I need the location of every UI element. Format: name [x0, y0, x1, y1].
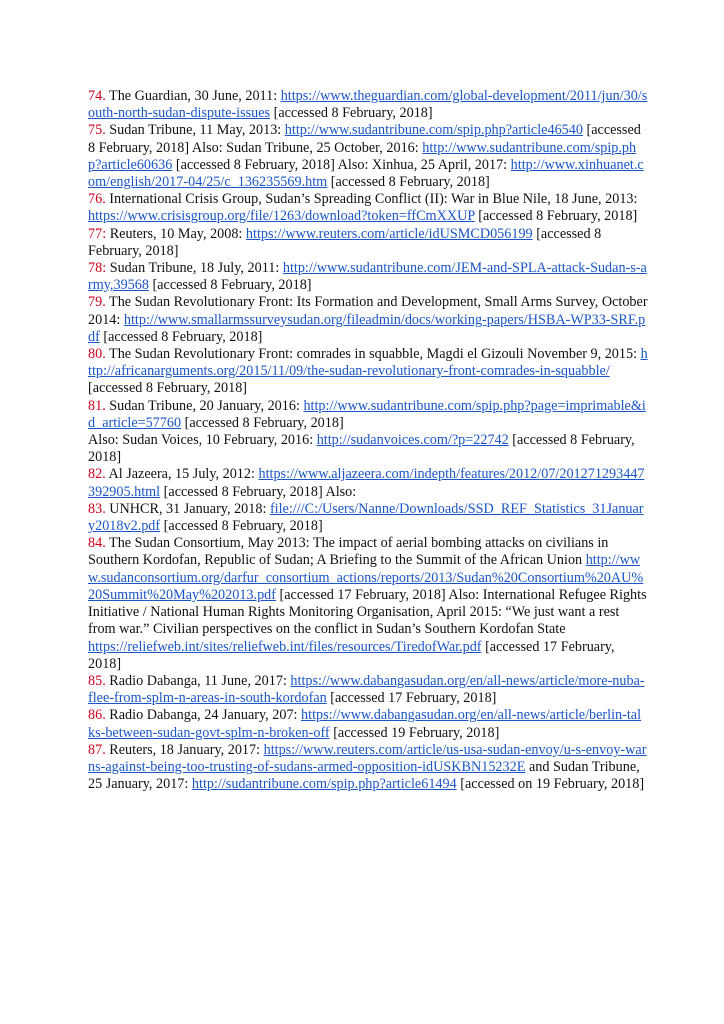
- endnote-number: 80.: [88, 346, 106, 363]
- endnote-84: [88, 535, 648, 673]
- reference-link[interactable]: https://www.dabangasudan.org/en/all-news/article/more-nuba-flee-from-splm-n-areas-in-south-kordofan: [88, 672, 645, 707]
- endnote-text: The Sudan Consortium, May 2013: The impact of aerial bombing attacks on civilians in Southern Kordofan, Republic of Sudan; A Briefing to the Summit of the African Union: [88, 535, 609, 569]
- reference-link[interactable]: https://www.dabangasudan.org/en/all-news/article/berlin-talks-between-sudan-govt-splm-n-broken-off: [88, 707, 642, 741]
- reference-link[interactable]: http://www.smallarmssurveysudan.org/fileadmin/docs/working-papers/HSBA-WP33-SRF.pdf: [88, 311, 646, 345]
- endnote-86: [88, 707, 648, 741]
- endnote-78: [88, 260, 648, 294]
- reference-link[interactable]: http://www.sudantribune.com/JEM-and-SPLA-attack-Sudan-s-army,39568: [88, 260, 647, 294]
- endnote-text: Sudan Tribune, 20 January, 2016:: [105, 397, 304, 414]
- endnote-number: 79.: [88, 294, 106, 311]
- endnote-75: [88, 122, 648, 191]
- endnote-82: [88, 466, 648, 500]
- endnote-text: Reuters, 10 May, 2008:: [106, 225, 246, 242]
- endnote-number: 87.: [88, 741, 106, 758]
- endnote-text: Sudan Tribune, 11 May, 2013:: [105, 122, 285, 139]
- reference-link[interactable]: http://africanarguments.org/2015/11/09/the-sudan-revolutionary-front-comrades-in-squabble/: [88, 346, 648, 380]
- endnote-text: [accessed 8 February, 2018]: [327, 174, 490, 191]
- reference-link[interactable]: https://www.crisisgroup.org/file/1263/download?token=ffCmXXUP: [88, 208, 475, 225]
- endnote-text: Reuters, 18 January, 2017:: [105, 741, 264, 758]
- endnote-text: [accessed 8 February, 2018]: [148, 277, 312, 294]
- endnote-text: [accessed 17 February, 2018] Also: International Refugee Rights Initiative / National Human Rights Monitoring Organisation, April 2015: “We just want a rest from war.” Civilian perspectives on the conflict in Sudan’s Southern Kordofan State: [88, 586, 647, 638]
- endnote-83: [88, 501, 648, 535]
- endnote-text: Al Jazeera, 15 July, 2012:: [105, 466, 259, 483]
- endnote-79: [88, 294, 648, 346]
- endnote-number: 76.: [88, 191, 106, 208]
- endnote-text: [accessed 8 February, 2018]: [99, 328, 263, 345]
- endnote-76: [88, 191, 648, 225]
- reference-link[interactable]: file:///C:/Users/Nanne/Downloads/SSD_REF_Statistics_31January2018v2.pdf: [88, 500, 644, 535]
- reference-link[interactable]: http://www.sudantribune.com/spip.php?page=imprimable&id_article=57760: [88, 397, 646, 431]
- reference-link[interactable]: https://reliefweb.int/sites/reliefweb.int/files/resources/TiredofWar.pdf: [88, 638, 482, 655]
- endnote-number: 77:: [88, 225, 107, 242]
- endnote-text: [accessed 8 February, 2018] Also: Sudan Tribune, 25 October, 2016:: [88, 122, 641, 156]
- endnotes-list: [88, 88, 648, 793]
- endnote-text: [accessed 8 February, 2018]: [270, 105, 433, 122]
- endnote-text: International Crisis Group, Sudan’s Spreading Conflict (II): War in Blue Nile, 18 June, 2013:: [105, 191, 638, 208]
- endnote-74: [88, 88, 648, 122]
- endnote-text: [accessed 8 February, 2018] Also: Xinhua, 25 April, 2017:: [172, 156, 511, 173]
- endnote-87: [88, 742, 648, 794]
- endnote-number: 83.: [88, 500, 106, 517]
- reference-link[interactable]: http://www.sudantribune.com/spip.php?article46540: [284, 122, 583, 139]
- endnote-text: [accessed on 19 February, 2018]: [456, 776, 645, 793]
- endnote-text: [accessed 8 February, 2018] Also:: [160, 483, 357, 500]
- reference-link[interactable]: https://www.reuters.com/article/us-usa-sudan-envoy/u-s-envoy-warns-against-being-too-trusting-of-sudans-armed-opposition-idUSKBN15232E: [88, 741, 647, 775]
- reference-link[interactable]: https://www.aljazeera.com/indepth/features/2012/07/201271293447392905.html: [88, 466, 645, 500]
- endnote-text: [accessed 8 February, 2018]: [88, 225, 602, 259]
- endnote-text: [accessed 8 February, 2018]: [88, 432, 635, 466]
- endnote-number: 82.: [88, 466, 106, 483]
- endnote-number: 75.: [88, 122, 106, 139]
- reference-link[interactable]: http://sudantribune.com/spip.php?article61494: [191, 776, 457, 793]
- reference-link[interactable]: http://www.sudantribune.com/spip.php?article60636: [88, 139, 637, 173]
- endnote-text: The Sudan Revolutionary Front: comrades in squabble, Magdi el Gizouli November 9, 2015:: [105, 346, 641, 363]
- endnote-number: 85.: [88, 672, 106, 689]
- reference-link[interactable]: http://sudanvoices.com/?p=22742: [316, 432, 509, 449]
- endnote-number: 81.: [88, 397, 106, 414]
- endnote-85: [88, 673, 648, 707]
- endnote-text: The Sudan Revolutionary Front: Its Formation and Development, Small Arms Survey, October 2014:: [88, 294, 648, 328]
- endnote-77: [88, 226, 648, 260]
- endnote-text: [accessed 8 February, 2018]: [88, 380, 248, 397]
- endnote-text: [accessed 8 February, 2018]: [181, 414, 344, 431]
- endnote-text: and Sudan Tribune, 25 January, 2017:: [88, 758, 640, 793]
- endnote-text: Also: Sudan Voices, 10 February, 2016:: [88, 432, 317, 449]
- endnote-text: [accessed 17 February, 2018]: [326, 690, 497, 707]
- reference-link[interactable]: https://www.reuters.com/article/idUSMCD056199: [245, 225, 533, 242]
- endnote-text: [accessed 17 February, 2018]: [88, 638, 615, 672]
- endnote-number: 84.: [88, 535, 106, 552]
- reference-link[interactable]: https://www.theguardian.com/global-development/2011/jun/30/south-north-sudan-dispute-issues: [88, 88, 648, 122]
- endnote-text: [accessed 8 February, 2018]: [160, 518, 323, 535]
- endnote-text: UNHCR, 31 January, 2018:: [105, 500, 270, 517]
- endnote-number: 78:: [88, 260, 107, 277]
- endnote-81: [88, 398, 648, 467]
- endnote-number: 74.: [88, 88, 106, 104]
- endnote-text: Radio Dabanga, 11 June, 2017:: [105, 672, 291, 689]
- endnote-text: Sudan Tribune, 18 July, 2011:: [106, 260, 283, 277]
- endnote-number: 86.: [88, 707, 106, 724]
- endnote-text: [accessed 19 February, 2018]: [329, 724, 500, 741]
- endnote-80: [88, 346, 648, 398]
- endnote-text: The Guardian, 30 June, 2011:: [105, 88, 281, 104]
- endnote-text: [accessed 8 February, 2018]: [474, 208, 638, 225]
- endnote-text: Radio Dabanga, 24 January, 207:: [105, 707, 302, 724]
- reference-link[interactable]: http://www.sudanconsortium.org/darfur_consortium_actions/reports/2013/Sudan%20Consortium%20AU%20Summit%20May%202013.pdf: [88, 552, 644, 603]
- reference-link[interactable]: http://www.xinhuanet.com/english/2017-04/25/c_136235569.htm: [88, 156, 644, 191]
